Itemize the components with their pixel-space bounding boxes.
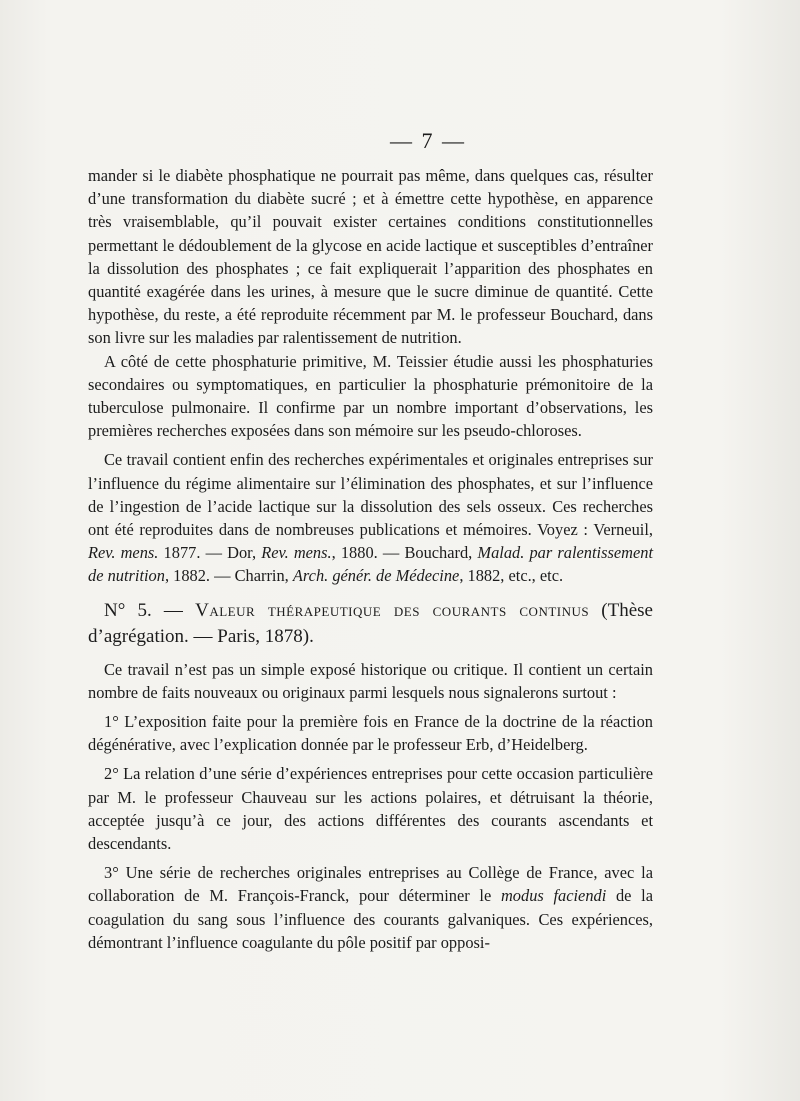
paragraph-item-1: 1° L’exposition faite pour la première fois en France de la doctrine de la réaction dégénérative, avec l’explication donnée par le professeur Erb, d’Heidelberg. [88,712,653,755]
section-heading [88,598,653,650]
text-run: , 1880. — Bouchard, [331,543,478,563]
page-number: — 7 — [390,128,466,153]
heading-number: N° 5. — [104,599,196,621]
text-run: , 1882, etc., etc. [459,566,564,586]
citation-italic: Rev. mens. [88,543,159,563]
text-run: 1877. — Dor, [158,543,262,563]
heading-rest: (Thèse d’agrégation. — Paris, 1878). [88,599,653,647]
paragraph-item-3 [88,861,653,954]
heading-title: Valeur thérapeutique des courants continus [195,599,590,621]
paragraph-recherches [88,448,653,587]
citation-italic: Arch. génér. de Médecine [292,566,460,586]
latin-italic: modus faciendi [500,886,607,906]
text-run: 3° Une série de recherches originales entreprises au Collège de France, avec la collaboration de M. François-Franck, pour déterminer le [88,863,653,906]
text-run: Ce travail contient enfin des recherches expérimentales et originales entreprises sur l’influence du régime alimentaire sur l’élimination des phosphates, et sur l’influence de l’ingestion de l’acide lactique sur la dissolution des sels osseux. Ces recherches ont été reproduites dans de nombreuses publications et mémoires. Voyez : Verneuil, [88,450,653,540]
citation-italic: Rev. mens. [261,543,332,563]
citation-italic: Malad. par ralentissement de nutrition [88,543,653,586]
paragraph-travail: Ce travail n’est pas un simple exposé historique ou critique. Il contient un certain nombre de faits nouveaux ou originaux parmi lesquels nous signalerons surtout : [88,659,653,702]
paragraph-phosphaturie: A côté de cette phosphaturie primitive, M. Teissier étudie aussi les phosphaturies secondaires ou symptomatiques, en particulier la phosphaturie prémonitoire de la tuberculose pulmonaire. Il confirme par un nombre important d’observations, les premières recherches exposées dans son mémoire sur les pseudo-chloroses. [88,351,653,441]
text-run: , 1882. — Charrin, [164,566,293,586]
page-body [88,164,653,954]
text-run: de la coagulation du sang sous l’influence des courants galvaniques. Ces expériences, démontrant l’influence coagulante du pôle positif par opposi- [88,886,653,952]
paragraph-diabete: mander si le diabète phosphatique ne pourrait pas même, dans quelques cas, résulter d’une transformation du diabète sucré ; et à émettre cette hypothèse, en apparence très vraisemblable, qu’il pouvait exister certaines conditions constitutionnelles permettant le dédoublement de la glycose en acide lactique et susceptibles d’entraîner la dissolution des phosphates ; ce fait expliquerait l’apparition des phosphates en quantité exagérée dans les urines, à mesure que le sucre diminue de quantité. Cette hypothèse, du reste, a été reproduite récemment par M. le professeur Bouchard, dans son livre sur les maladies par ralentissement de nutrition. [88,166,653,348]
paragraph-item-2: 2° La relation d’une série d’expériences entreprises pour cette occasion particulière par M. le professeur Chauveau sur les actions polaires, et détruisant la théorie, acceptée jusqu’à ce jour, des actions différentes des courants ascendants et descendants. [88,764,653,854]
